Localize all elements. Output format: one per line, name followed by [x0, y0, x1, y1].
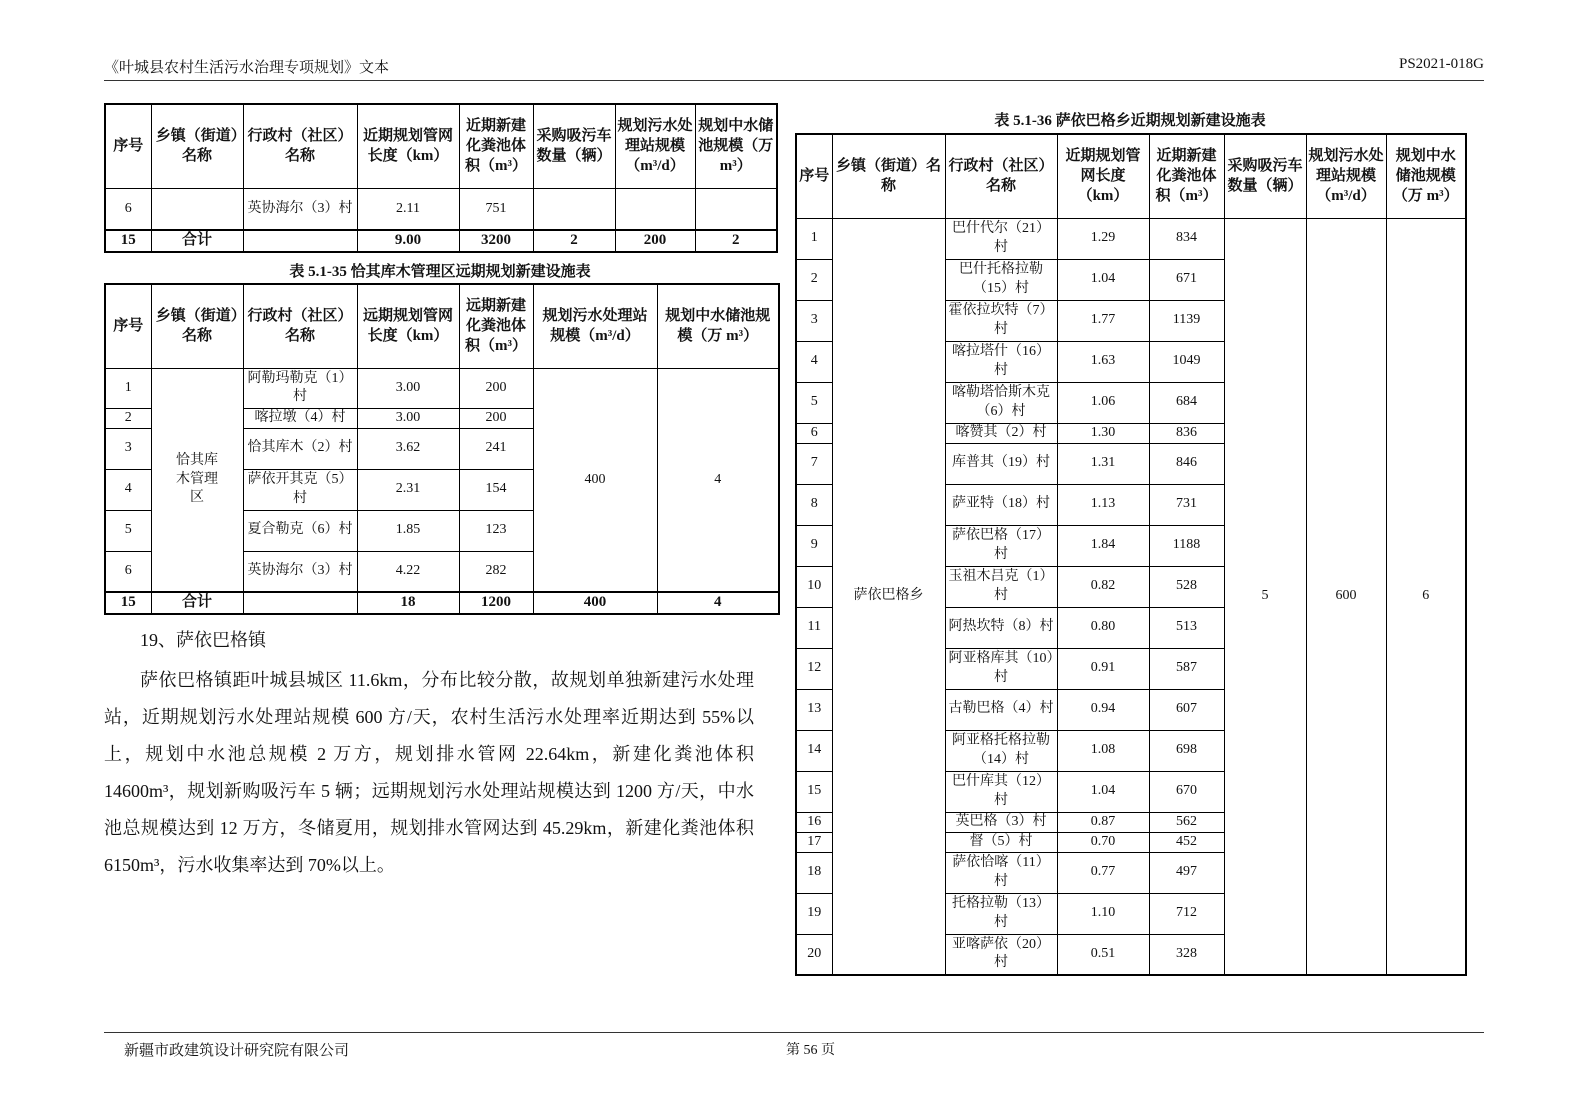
town-cell [151, 188, 243, 230]
table-row [105, 188, 777, 230]
table-row: 17 督（5）村 0.70 452 [796, 832, 1466, 852]
total-row: 15 合计 18 1200 400 4 [105, 592, 779, 614]
table-row: 20 亚喀萨依（20）村 0.51 328 [796, 934, 1466, 975]
table-row: 6 英协海尔（3）村 4.22 282 [105, 551, 779, 592]
header-cell: 近期新建化粪池体积（m³） [1149, 134, 1224, 218]
table-row: 2 巴什托格拉勒（15）村 1.04 671 [796, 259, 1466, 300]
page-header [104, 56, 1484, 81]
header-cell: 规划污水处理站规模（m³/d） [615, 104, 695, 188]
header-cell: 采购吸污车数量（辆） [1224, 134, 1306, 218]
section-paragraph [104, 662, 754, 884]
table-row: 3 恰其库木（2）村 3.62 241 [105, 428, 779, 469]
document-code: PS2021-018G [1398, 56, 1484, 72]
table-row: 5 夏合勒克（6）村 1.85 123 [105, 510, 779, 551]
total-row: 15 合计 9.00 3200 2 200 2 [105, 230, 777, 252]
header-cell: 规划污水处理站规模（m³/d） [533, 284, 657, 368]
paragraph-text: 萨依巴格镇距叶城县城区 11.6km，分布比较分散，故规划单独新建污水处理站，近期规划污水处理站规模 600 方/天，农村生活污水处理率近期达到 55%以上，规划中水池总规模 2 万方，规划排水管网 22.64km，新建化粪池体积 14600m³，规划新购吸污车 5 辆；远期规划污水处理站规模达到 1200 方/天，中水池总规模达到 12 万方，冬储夏用，规划排水管网达到 45.29km，新建化粪池体积 6150m³，污水收集率达到 70%以上。 [104, 670, 754, 875]
page-number: 第 56 页 [786, 1043, 835, 1058]
table-35-caption: 表 5.1-35 恰其库木管理区远期规划新建设施表 [289, 264, 591, 280]
table-row: 4 喀拉塔什（16）村 1.63 1049 [796, 341, 1466, 382]
table-row: 1 萨依巴格乡 巴什代尔（21）村 1.29 834 5 600 6 [796, 218, 1466, 259]
table-row: 1 恰其库木管理区 阿勒玛勒克（1）村 3.00 200 400 4 [105, 368, 779, 408]
header-cell: 序号 [105, 284, 151, 368]
plant-scale-cell: 400 [533, 368, 657, 592]
header-cell: 近期新建化粪池体积（m³） [459, 104, 533, 188]
header-cell: 行政村（社区）名称 [243, 104, 357, 188]
header-cell: 乡镇（街道）名称 [151, 104, 243, 188]
table-row: 16 英巴格（3）村 0.87 562 [796, 812, 1466, 832]
table-row: 13 古勒巴格（4）村 0.94 607 [796, 689, 1466, 730]
town-cell: 恰其库木管理区 [151, 368, 243, 592]
table-top-continuation [104, 103, 778, 253]
header-cell: 规划中水储池规模（万 m³） [657, 284, 779, 368]
page-footer [104, 1032, 1484, 1059]
reservoir-scale-cell: 4 [657, 368, 779, 592]
table-row: 2 喀拉墩（4）村 3.00 200 [105, 408, 779, 428]
header-cell: 采购吸污车数量（辆） [533, 104, 615, 188]
table-35 [104, 283, 780, 615]
reservoir-scale-cell: 6 [1386, 218, 1466, 975]
table-row: 12 阿亚格库其（10）村 0.91 587 [796, 648, 1466, 689]
header-cell: 近期规划管网长度（km） [1057, 134, 1149, 218]
header-cell: 规划中水储池规模（万 m³） [1386, 134, 1466, 218]
header-cell: 远期规划管网长度（km） [357, 284, 459, 368]
table-row: 15 巴什库其（12）村 1.04 670 [796, 771, 1466, 812]
table-row: 7 库普其（19）村 1.31 846 [796, 443, 1466, 484]
table-row: 19 托格拉勒（13）村 1.10 712 [796, 893, 1466, 934]
table-row: 11 阿热坎特（8）村 0.80 513 [796, 607, 1466, 648]
table-row: 10 玉祖木吕克（1）村 0.82 528 [796, 566, 1466, 607]
organization-name: 新疆市政建筑设计研究院有限公司 [124, 1043, 350, 1059]
section-heading: 19、萨依巴格镇 [140, 630, 266, 650]
header-cell: 行政村（社区）名称 [243, 284, 357, 368]
pipe-length-cell: 2.11 [357, 188, 459, 230]
table-36-caption: 表 5.1-36 萨依巴格乡近期规划新建设施表 [994, 113, 1266, 129]
header-cell: 序号 [105, 104, 151, 188]
row-number: 6 [105, 188, 151, 230]
table-36 [795, 133, 1467, 976]
header-cell: 规划污水处理站规模（m³/d） [1306, 134, 1386, 218]
plant-scale-cell: 600 [1306, 218, 1386, 975]
town-cell: 萨依巴格乡 [832, 218, 945, 975]
table-row: 3 霍依拉坎特（7）村 1.77 1139 [796, 300, 1466, 341]
tank-volume-cell: 751 [459, 188, 533, 230]
table-row: 6 喀赞其（2）村 1.30 836 [796, 423, 1466, 443]
table-row: 9 萨依巴格（17）村 1.84 1188 [796, 525, 1466, 566]
header-cell: 行政村（社区）名称 [945, 134, 1057, 218]
table-row: 14 阿亚格托格拉勒（14）村 1.08 698 [796, 730, 1466, 771]
header-cell: 乡镇（街道）名称 [832, 134, 945, 218]
document-title: 《叶城县农村生活污水治理专项规划》文本 [104, 60, 390, 76]
trucks-cell: 5 [1224, 218, 1306, 975]
header-cell: 乡镇（街道）名称 [151, 284, 243, 368]
header-cell: 远期新建化粪池体积（m³） [459, 284, 533, 368]
table-row: 18 萨依恰喀（11）村 0.77 497 [796, 852, 1466, 893]
header-cell: 近期规划管网长度（km） [357, 104, 459, 188]
header-cell: 规划中水储池规模（万 m³） [695, 104, 777, 188]
table-row: 8 萨亚特（18）村 1.13 731 [796, 484, 1466, 525]
table-row: 4 萨依开其克（5）村 2.31 154 [105, 469, 779, 510]
village-cell: 英协海尔（3）村 [243, 188, 357, 230]
header-cell: 序号 [796, 134, 832, 218]
table-row: 5 喀勒塔恰斯木克（6）村 1.06 684 [796, 382, 1466, 423]
